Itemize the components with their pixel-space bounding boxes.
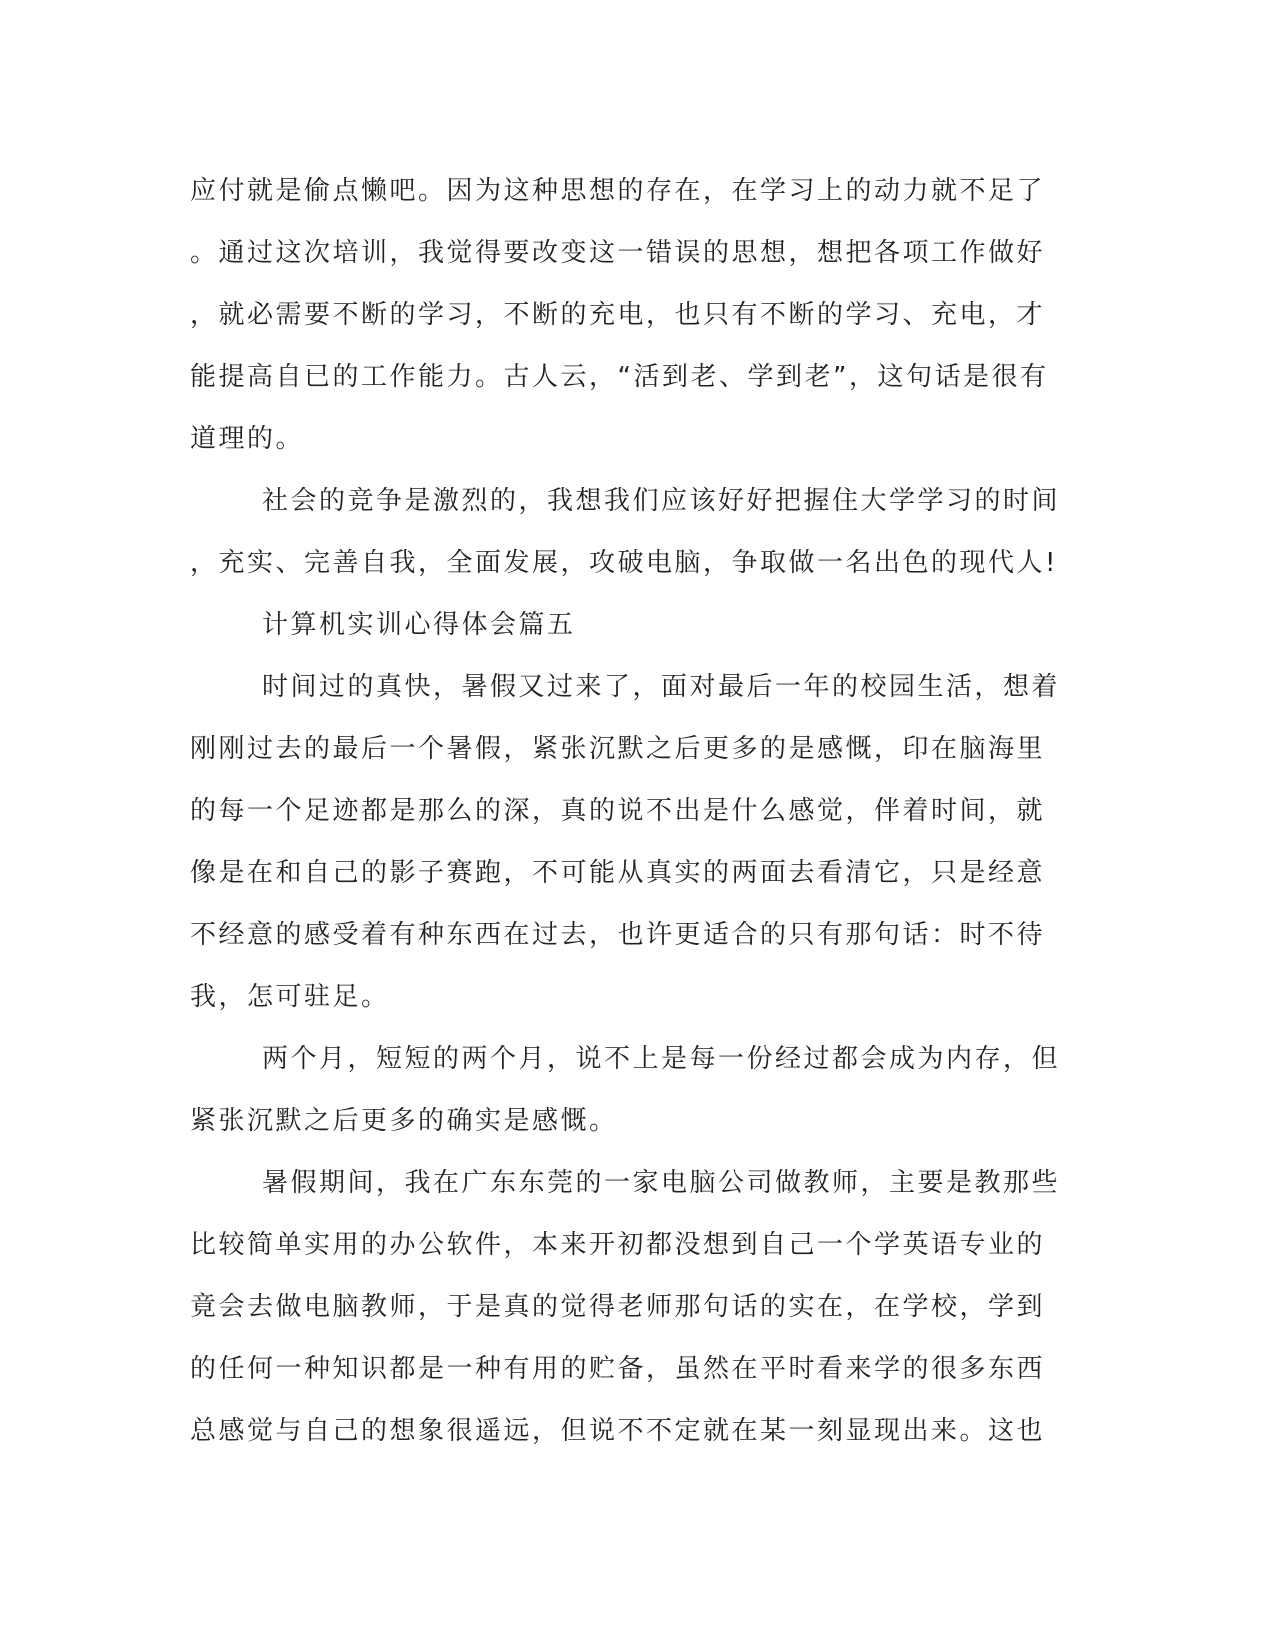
paragraph-first-line: 时间过的真快，暑假又过来了，面对最后一年的校园生活，想着	[262, 672, 1061, 702]
document-body	[190, 160, 1090, 1462]
text-line: ，充实、完善自我，全面发展，攻破电脑，争取做一名出色的现代人!	[190, 548, 1058, 578]
text-line: 不经意的感受着有种东西在过去，也许更适合的只有那句话：时不待	[190, 920, 1046, 950]
paragraph-first-line: 暑假期间，我在广东东莞的一家电脑公司做教师，主要是教那些	[262, 1168, 1061, 1198]
text-line: 像是在和自己的影子赛跑，不可能从真实的两面去看清它，只是经意	[190, 858, 1046, 888]
text-line: 。通过这次培训，我觉得要改变这一错误的思想，想把各项工作做好	[190, 238, 1046, 268]
text-line: 的每一个足迹都是那么的深，真的说不出是什么感觉，伴着时间，就	[190, 796, 1046, 826]
text-line: 能提高自已的工作能力。古人云，“活到老、学到老”，这句话是很有	[190, 362, 1049, 392]
text-line: 的任何一种知识都是一种有用的贮备，虽然在平时看来学的很多东西	[190, 1354, 1046, 1384]
text-line: 竟会去做电脑教师，于是真的觉得老师那句话的实在，在学校，学到	[190, 1292, 1046, 1322]
section-heading: 计算机实训心得体会篇五	[262, 610, 576, 640]
text-line: 刚刚过去的最后一个暑假，紧张沉默之后更多的是感慨，印在脑海里	[190, 734, 1046, 764]
text-line: 总感觉与自己的想象很遥远，但说不不定就在某一刻显现出来。这也	[190, 1416, 1046, 1446]
paragraph-first-line: 两个月，短短的两个月，说不上是每一份经过都会成为内存，但	[262, 1044, 1061, 1074]
text-line: 我，怎可驻足。	[190, 982, 390, 1012]
paragraph-first-line: 社会的竞争是激烈的，我想我们应该好好把握住大学学习的时间	[262, 486, 1061, 516]
text-line: ，就必需要不断的学习，不断的充电，也只有不断的学习、充电，才	[190, 300, 1046, 330]
text-line: 紧张沉默之后更多的确实是感慨。	[190, 1106, 618, 1136]
text-line: 比较简单实用的办公软件，本来开初都没想到自己一个学英语专业的	[190, 1230, 1046, 1260]
text-line: 应付就是偷点懒吧。因为这种思想的存在，在学习上的动力就不足了	[190, 176, 1046, 206]
text-line: 道理的。	[190, 424, 305, 454]
